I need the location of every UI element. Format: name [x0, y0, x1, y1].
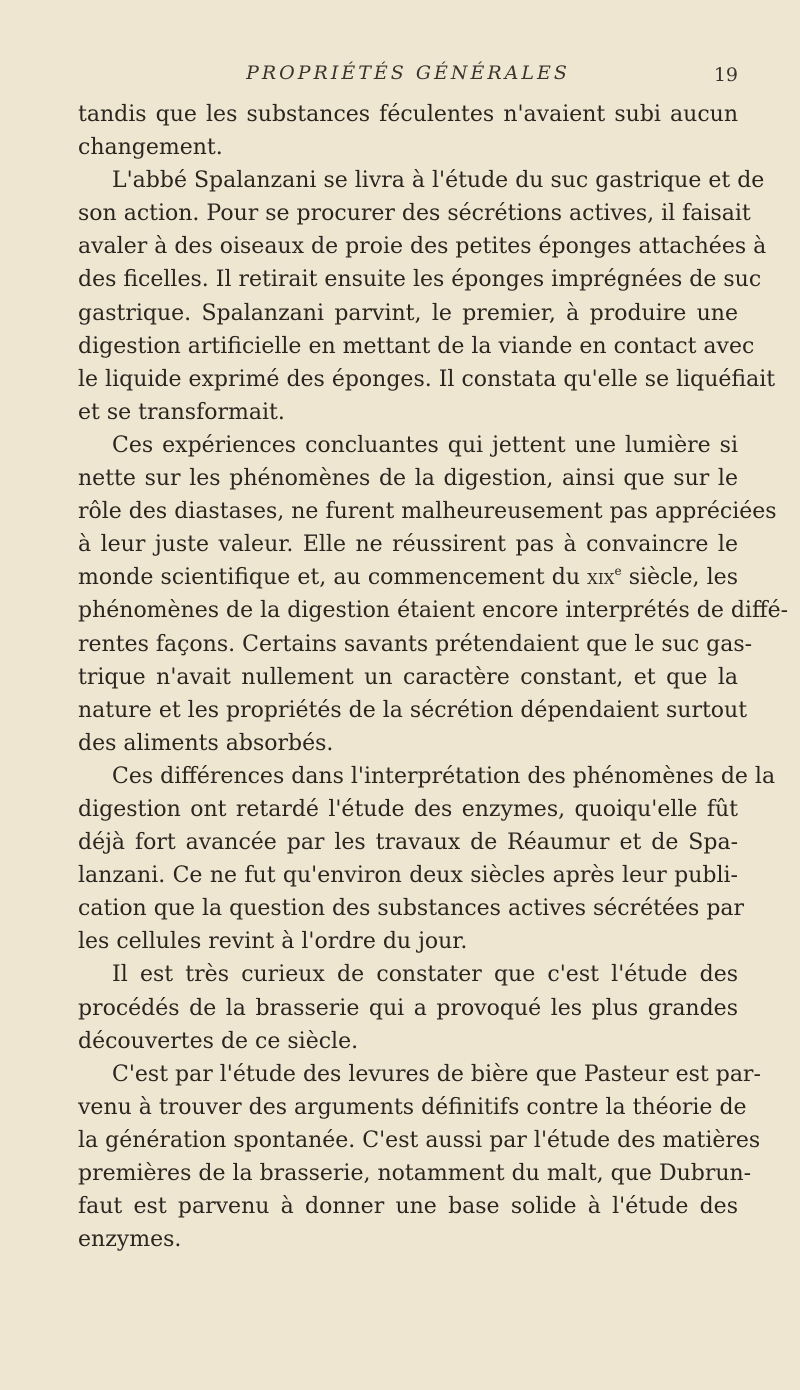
- text-line: des ficelles. Il retirait ensuite les éponges imprégnées de suc: [78, 267, 762, 293]
- text-line: et se transformait.: [78, 399, 285, 425]
- paragraph: [78, 98, 738, 164]
- text-line: rôle des diastases, ne furent malheureusement pas appréciées: [78, 499, 777, 525]
- text-line: phénomènes de la digestion étaient encore interprétés de diffé-: [78, 598, 789, 624]
- text-line: rentes façons. Certains savants prétendaient que le suc gas-: [78, 631, 753, 657]
- paragraph: [78, 429, 789, 760]
- text-line: son action. Pour se procurer des sécrétions actives, il faisait: [78, 201, 751, 227]
- text-line: premières de la brasserie, notamment du malt, que Dubrun-: [78, 1161, 752, 1186]
- text-line: faut est parvenu à donner une base solide à l'étude des: [78, 1194, 738, 1220]
- text-line: procédés de la brasserie qui a provoqué les plus grandes: [78, 995, 738, 1021]
- page-number: 19: [713, 64, 738, 86]
- text-line: monde scientifique et, au commencement du xix$^e$ siècle, les: [78, 564, 738, 591]
- text-line: nette sur les phénomènes de la digestion, ainsi que sur le: [78, 466, 738, 492]
- text-line: C'est par l'étude des levures de bière que Pasteur est par-: [112, 1061, 761, 1087]
- text-line: cation que la question des substances actives sécrétées par: [78, 896, 745, 922]
- running-title: PROPRIÉTÉS GÉNÉRALES: [246, 62, 570, 84]
- text-line: trique n'avait nullement un caractère constant, et que la: [78, 664, 738, 690]
- body-text: [78, 98, 789, 1256]
- text-line: Ces expériences concluantes qui jettent une lumière si: [112, 432, 738, 458]
- text-line: découvertes de ce siècle.: [78, 1028, 359, 1054]
- text-line: L'abbé Spalanzani se livra à l'étude du suc gastrique et de: [112, 168, 765, 194]
- text-line: les cellules revint à l'ordre du jour.: [78, 929, 468, 955]
- paragraph: [78, 164, 776, 429]
- text-line: Il est très curieux de constater que c'est l'étude des: [112, 962, 738, 988]
- text-line: Ces différences dans l'interprétation des phénomènes de la: [112, 763, 776, 789]
- text-line: venu à trouver des arguments définitifs contre la théorie de: [78, 1094, 747, 1120]
- text-line: déjà fort avancée par les travaux de Réaumur et de Spa-: [78, 830, 738, 856]
- text-line: gastrique. Spalanzani parvint, le premier, à produire une: [78, 300, 738, 326]
- text-line: lanzani. Ce ne fut qu'environ deux siècles après leur publi-: [78, 863, 738, 889]
- page-header: [78, 62, 738, 92]
- text-line: à leur juste valeur. Elle ne réussirent pas à convaincre le: [78, 532, 738, 558]
- text-line: avaler à des oiseaux de proie des petites éponges attachées à: [78, 234, 767, 260]
- text-line: changement.: [78, 135, 223, 161]
- paragraph: [78, 760, 776, 959]
- text-line: des aliments absorbés.: [78, 730, 334, 756]
- text-line: digestion artificielle en mettant de la viande en contact avec: [78, 333, 755, 359]
- paragraph: [78, 958, 738, 1057]
- text-line: tandis que les substances féculentes n'avaient subi aucun: [78, 102, 738, 127]
- paragraph: [78, 1058, 761, 1257]
- text-line: nature et les propriétés de la sécrétion dépendaient surtout: [78, 697, 748, 723]
- text-line: la génération spontanée. C'est aussi par l'étude des matières: [78, 1127, 761, 1153]
- text-line: le liquide exprimé des éponges. Il constata qu'elle se liquéfiait: [78, 366, 776, 392]
- text-line: digestion ont retardé l'étude des enzymes, quoiqu'elle fût: [78, 796, 738, 822]
- text-line: enzymes.: [78, 1227, 182, 1253]
